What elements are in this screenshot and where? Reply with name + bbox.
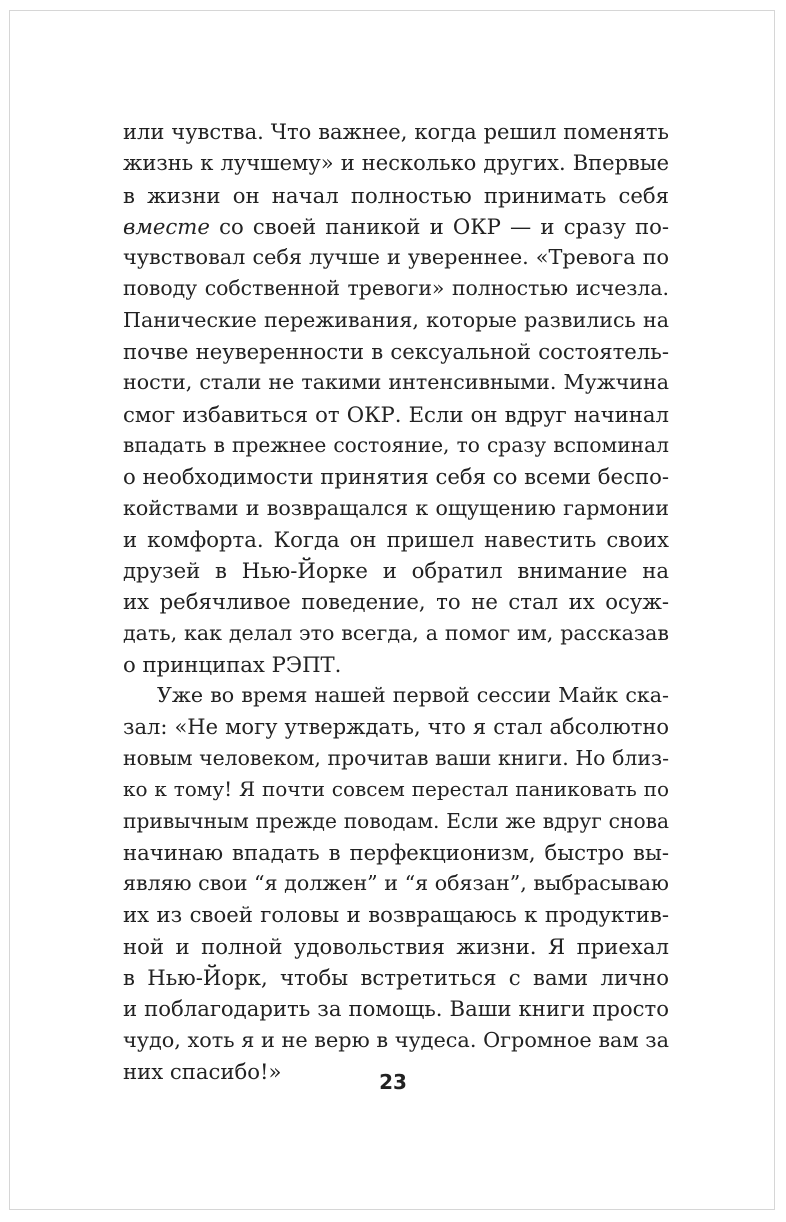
- text-fragment: со своей паникой и ОКР — и сразу по-: [209, 213, 669, 239]
- text-line: Уже во время нашей первой сессии Майк ска-: [157, 683, 669, 708]
- text-line: ко к тому! Я почти совсем перестал паниковать по: [123, 777, 669, 802]
- text-line: ной и полной удовольствия жизни. Я приехал: [123, 933, 669, 959]
- text-line: или чувства. Что важнее, когда решил поменять: [123, 120, 669, 144]
- text-line: их ребячливое поведение, то не стал их осуж-: [123, 589, 669, 615]
- text-line: чувствовал себя лучше и увереннее. «Тревога по: [123, 245, 669, 270]
- text-line: и поблагодарить за помощь. Ваши книги просто: [123, 996, 669, 1022]
- text-line: них спасибо!»: [123, 1058, 282, 1084]
- text-line: дать, как делал это всегда, а помог им, рассказав: [123, 620, 669, 645]
- text-line: впадать в прежнее состояние, то сразу вспоминал: [123, 432, 669, 457]
- body-text: [123, 117, 669, 1087]
- text-line: ности, стали не такими интенсивными. Мужчина: [123, 370, 669, 395]
- text-line: в Нью-Йорк, чтобы встретиться с вами лично: [123, 965, 669, 991]
- text-line: почве неуверенности в сексуальной состоятель-: [123, 339, 669, 365]
- text-line: в жизни он начал полностью принимать себя: [123, 182, 669, 208]
- text-line: Панические переживания, которые развились на: [123, 307, 669, 332]
- text-line: и комфорта. Когда он пришел навестить своих: [123, 526, 669, 552]
- text-line: являю свои “я должен” и “я обязан”, выбрасываю: [123, 871, 669, 896]
- text-line: койствами и возвращался к ощущению гармонии: [123, 495, 669, 520]
- text-line: начинаю впадать в перфекционизм, быстро вы-: [123, 839, 669, 865]
- emphasis-word: вместе: [123, 213, 210, 239]
- text-line: привычным прежде поводам. Если же вдруг снова: [123, 808, 669, 833]
- text-line: поводу собственной тревоги» полностью исчезла.: [123, 276, 669, 301]
- page-number: 23: [379, 1070, 407, 1094]
- text-line: жизнь к лучшему» и несколько других. Впервые: [123, 151, 669, 176]
- text-line: зал: «Не могу утверждать, что я стал абсолютно: [123, 714, 669, 739]
- text-line: о принципах РЭПТ.: [123, 652, 342, 678]
- text-line: новым человеком, прочитав ваши книги. Но близ-: [123, 745, 669, 770]
- text-line: их из своей головы и возвращаюсь к продуктив-: [123, 902, 669, 928]
- text-line: о необходимости принятия себя со всеми беспо-: [123, 464, 669, 490]
- text-line: смог избавиться от ОКР. Если он вдруг начинал: [123, 401, 669, 427]
- text-line: друзей в Нью-Йорке и обратил внимание на: [123, 558, 669, 584]
- text-line: [123, 211, 669, 242]
- text-line: чудо, хоть я и не верю в чудеса. Огромное вам за: [123, 1027, 669, 1052]
